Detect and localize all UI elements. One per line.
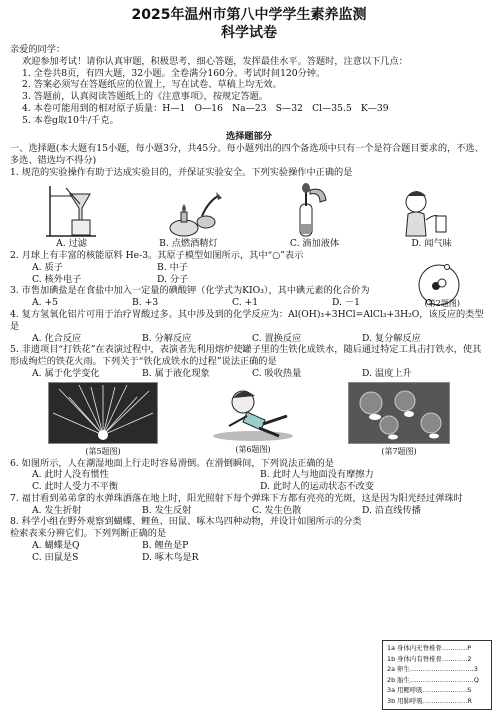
- dropper-figure: [280, 182, 340, 238]
- q8-option-a[interactable]: A. 蝴蝶是Q: [32, 539, 80, 551]
- q1-option-c[interactable]: C. 滴加液体: [289, 238, 340, 250]
- key-row: 3b 用肺呼吸…………………R: [387, 696, 472, 705]
- q5-options: [10, 368, 488, 380]
- part1-heading: 一、选择题(本大题有15小题，每小题3分，共45分。每小题列出的四个备选项中只有一个是符合题目要求的，不选、多选、错选均不得分): [10, 143, 484, 166]
- q1-option-d[interactable]: D. 闻气味: [411, 238, 452, 250]
- notice-intro: 欢迎参加考试！请你认真审题，积极思考，细心答题，发挥最佳水平。答题时，注意以下几点：: [22, 55, 408, 67]
- q8-stem: 8. 科学小组在野外观察到蝴蝶、鲤鱼、田鼠、啄木鸟四种动物，并设计如图所示的分类检索表来分辨它们。下列判断正确的是: [10, 516, 362, 540]
- q2-option-d[interactable]: D. 分子: [157, 273, 189, 285]
- q8-options: [10, 540, 488, 564]
- smell-gas-figure: [392, 182, 462, 238]
- figure-5-caption: (第5题图): [85, 447, 121, 457]
- q8-option-c[interactable]: C. 田鼠是S: [32, 551, 79, 563]
- water-beads-photo: [348, 382, 450, 444]
- q6-option-c[interactable]: C. 此时人受力不平衡: [32, 481, 119, 493]
- classification-key-table: [382, 640, 492, 710]
- q8-option-d[interactable]: D. 啄木鸟是R: [142, 551, 199, 563]
- figures-5-7: [10, 380, 488, 458]
- q6-stem: 6. 如图所示，人在潮湿地面上行走时容易滑倒。在滑倒瞬间，下列说法正确的是: [10, 457, 335, 469]
- q6-option-a[interactable]: A. 此时人没有惯性: [32, 469, 109, 481]
- key-row: 2b 胎生…………………………Q: [387, 675, 479, 684]
- q2-figure-caption: (第2题图): [424, 299, 460, 309]
- q5-option-b[interactable]: B. 属于液化现象: [142, 367, 210, 379]
- notice-item: 2. 答案必须写在答题纸应的位置上，写在试卷、草稿上均无效。: [22, 79, 282, 91]
- q7-stem: 7. 福甘看到弟弟拿的水弹珠洒落在地上时，阳光照射下每个弹珠下方都有亮亮的光斑，这是因为阳光经过弹珠时: [10, 492, 463, 504]
- q7-option-a[interactable]: A. 发生折射: [32, 504, 82, 516]
- slipping-boy-figure: [203, 382, 303, 442]
- figure-7: [348, 382, 450, 458]
- q1-stem: 1. 规范的实验操作有助于达成实验目的，并保证实验安全。下列实验操作中正确的是: [10, 166, 353, 178]
- iron-flower-photo: [48, 382, 158, 444]
- q5-option-a[interactable]: A. 属于化学变化: [32, 367, 100, 379]
- figure-6: [203, 382, 303, 458]
- q4-option-a[interactable]: A. 化合反应: [32, 332, 82, 344]
- q8-option-b[interactable]: B. 鲤鱼是P: [142, 539, 189, 551]
- key-row: 2a 卵生…………………………3: [387, 665, 478, 674]
- q7-option-b[interactable]: B. 发生反射: [142, 504, 192, 516]
- notice-item: 3. 答题前，认真阅读答题纸上的《注意事项》，按规定答题。: [22, 91, 268, 103]
- q7-options: [10, 505, 488, 517]
- exam-title: 2025年温州市第八中学学生素养监测: [131, 7, 367, 23]
- q1-option-b[interactable]: B. 点燃酒精灯: [159, 238, 218, 250]
- q3-stem: 3. 市售加碘盐是在食盐中加入一定量的碘酸钾（化学式为KIO₃），其中碘元素的化合价为: [10, 285, 370, 297]
- key-row: 1a 身体内无脊椎骨…………P: [387, 644, 472, 652]
- filtration-apparatus-figure: [36, 182, 106, 238]
- q2-option-b[interactable]: B. 中子: [157, 261, 188, 273]
- q4-stem: 4. 复方氢氧化铝片可用于治疗胃酸过多。其中涉及到的化学反应为：Al(OH)₃+3HCl=AlCl₃+3H₂O，该反应的类型是: [10, 309, 484, 332]
- notice-item: 4. 本卷可能用到的相对原子质量：H—1 O—16 Na—23 S—32 Cl—35.5 K—39: [22, 102, 389, 114]
- figure-7-caption: (第7题图): [381, 447, 417, 457]
- q5-stem: 5. 非遗项目“打铁花”在表演过程中，表演者先利用熔炉使罐子里的生铁化成铁水，随后通过特定工具击打铁水，使其形成绚烂的铁花火雨。下列关于“铁化成铁水的过程”说法正确的是: [10, 344, 482, 368]
- q4-option-b[interactable]: B. 分解反应: [142, 332, 192, 344]
- notice-item: 1. 全卷共8页，有四大题，32小题。全卷满分160分。考试时间120分钟。: [22, 67, 326, 79]
- q3-option-c[interactable]: C. +1: [232, 297, 259, 309]
- q1-options: [10, 238, 488, 250]
- q6-option-b[interactable]: B. 此时人与地面没有摩擦力: [260, 469, 374, 481]
- q1-figures: [10, 180, 488, 238]
- q7-option-c[interactable]: C. 发生色散: [252, 504, 302, 516]
- q2-option-c[interactable]: C. 核外电子: [32, 273, 82, 285]
- q1-option-a[interactable]: A. 过滤: [56, 238, 87, 250]
- q5-option-d[interactable]: D. 温度上升: [362, 367, 412, 379]
- q3-options: [10, 297, 488, 309]
- q4-options: [10, 333, 488, 345]
- figure-5: [48, 382, 158, 458]
- q3-option-a[interactable]: A. +5: [32, 297, 59, 309]
- section-label: 选择题部分: [226, 131, 272, 143]
- q2-options: [10, 262, 282, 286]
- q4-option-d[interactable]: D. 复分解反应: [362, 332, 421, 344]
- q2-option-a[interactable]: A. 质子: [32, 261, 63, 273]
- alcohol-lamp-figure: [158, 182, 228, 238]
- figure-6-caption: (第6题图): [235, 445, 271, 455]
- q6-option-d[interactable]: D. 此时人的运动状态不改变: [260, 481, 374, 493]
- exam-subtitle: 科学试卷: [221, 25, 277, 41]
- q5-option-c[interactable]: C. 吸收热量: [252, 367, 302, 379]
- notice-greeting: 亲爱的同学：: [10, 44, 66, 55]
- q3-option-b[interactable]: B. +3: [132, 297, 159, 309]
- q6-options: [10, 469, 488, 493]
- notice-item: 5. 本卷g取10牛/千克。: [22, 114, 119, 126]
- key-row: 3a 用鳃呼吸…………………S: [387, 686, 472, 695]
- q3-option-d[interactable]: D. －1: [332, 297, 360, 309]
- q7-option-d[interactable]: D. 沿直线传播: [362, 504, 421, 516]
- q4-option-c[interactable]: C. 置换反应: [252, 332, 302, 344]
- q2-stem: 2. 月球上有丰富的核能原料 He-3。其原子模型如图所示，其中“○”表示: [10, 250, 304, 262]
- key-row: 1b 身体内有脊椎骨…………2: [387, 654, 472, 663]
